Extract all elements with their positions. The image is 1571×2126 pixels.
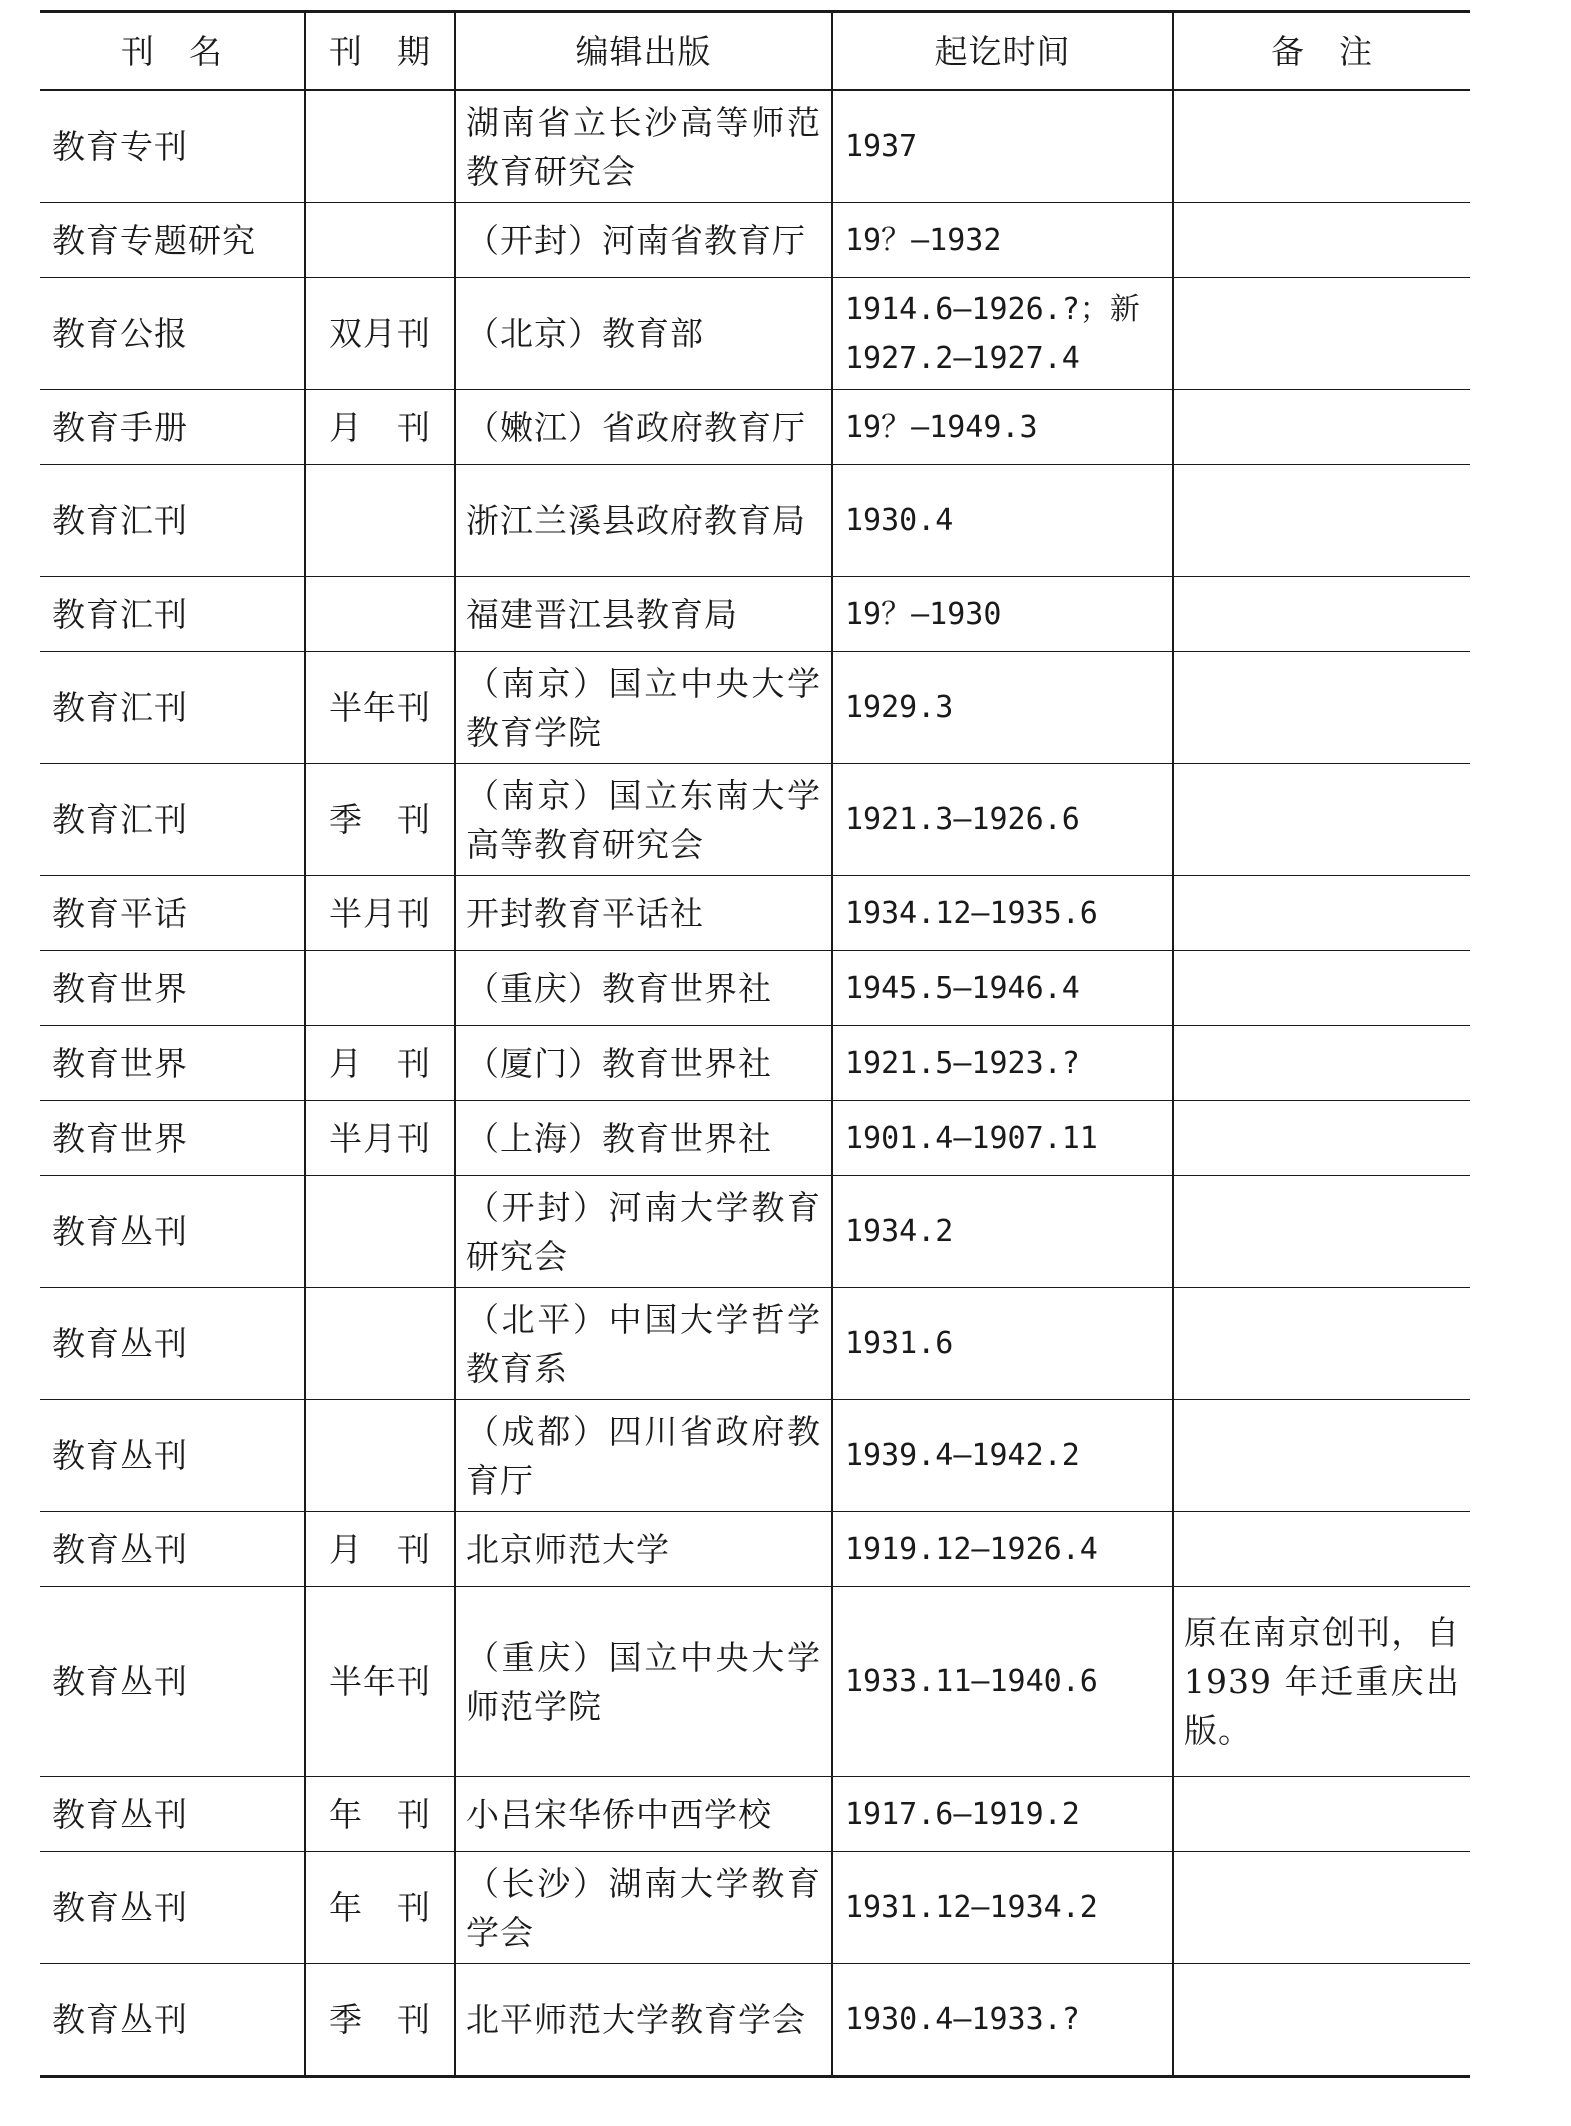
cell-date-range: 19？—1932 [832,203,1173,278]
cell-publisher: （南京）国立中央大学教育学院 [455,652,832,764]
cell-title: 教育专题研究 [40,203,305,278]
table-row [40,1587,1470,1777]
cell-publisher: （开封）河南大学教育研究会 [455,1176,832,1288]
cell-frequency: 月 刊 [305,1026,455,1101]
cell-date-range: 1933.11—1940.6 [832,1587,1173,1777]
cell-note [1173,1512,1470,1587]
cell-date-range: 1930.4 [832,465,1173,577]
cell-title: 教育公报 [40,278,305,390]
header-row [40,12,1470,91]
cell-date-range: 1945.5—1946.4 [832,951,1173,1026]
cell-frequency: 半年刊 [305,1587,455,1777]
cell-date-range: 19？—1930 [832,577,1173,652]
table-row [40,1400,1470,1512]
cell-title: 教育丛刊 [40,1852,305,1964]
cell-title: 教育丛刊 [40,1288,305,1400]
cell-note [1173,1852,1470,1964]
table-row [40,1852,1470,1964]
cell-note [1173,1400,1470,1512]
cell-title: 教育手册 [40,390,305,465]
table-row [40,876,1470,951]
cell-note: 原在南京创刊，自 1939 年迁重庆出版。 [1173,1587,1470,1777]
cell-date-range: 1934.2 [832,1176,1173,1288]
cell-note [1173,278,1470,390]
cell-note [1173,390,1470,465]
table-row [40,1512,1470,1587]
cell-frequency [305,1288,455,1400]
cell-note [1173,90,1470,203]
periodicals-table [40,10,1470,2078]
cell-note [1173,577,1470,652]
cell-title: 教育汇刊 [40,764,305,876]
cell-note [1173,652,1470,764]
cell-note [1173,1026,1470,1101]
table-row [40,1964,1470,2077]
header-frequency: 刊 期 [305,12,455,91]
table-row [40,951,1470,1026]
cell-note [1173,1101,1470,1176]
cell-date-range: 1917.6—1919.2 [832,1777,1173,1852]
table-row [40,278,1470,390]
cell-frequency [305,1176,455,1288]
table-row [40,1288,1470,1400]
cell-frequency [305,1400,455,1512]
cell-title: 教育丛刊 [40,1777,305,1852]
cell-frequency: 月 刊 [305,390,455,465]
cell-title: 教育丛刊 [40,1964,305,2077]
cell-publisher: （长沙）湖南大学教育学会 [455,1852,832,1964]
cell-note [1173,1288,1470,1400]
cell-date-range: 1921.3—1926.6 [832,764,1173,876]
cell-note [1173,876,1470,951]
cell-title: 教育世界 [40,1026,305,1101]
table-row [40,390,1470,465]
cell-note [1173,1964,1470,2077]
cell-frequency: 半月刊 [305,1101,455,1176]
cell-date-range: 1929.3 [832,652,1173,764]
cell-publisher: （厦门）教育世界社 [455,1026,832,1101]
header-title: 刊 名 [40,12,305,91]
table-row [40,1101,1470,1176]
cell-date-range: 1930.4—1933.? [832,1964,1173,2077]
cell-frequency [305,577,455,652]
cell-title: 教育平话 [40,876,305,951]
cell-frequency [305,90,455,203]
cell-note [1173,1777,1470,1852]
cell-date-range: 1939.4—1942.2 [832,1400,1173,1512]
table-row [40,1176,1470,1288]
cell-date-range: 1931.12—1934.2 [832,1852,1173,1964]
cell-title: 教育丛刊 [40,1176,305,1288]
cell-publisher: （北平）中国大学哲学教育系 [455,1288,832,1400]
cell-frequency: 半年刊 [305,652,455,764]
cell-date-range: 1919.12—1926.4 [832,1512,1173,1587]
cell-publisher: （开封）河南省教育厅 [455,203,832,278]
cell-date-range: 1914.6—1926.?；新 1927.2—1927.4 [832,278,1173,390]
cell-frequency: 双月刊 [305,278,455,390]
cell-date-range: 1931.6 [832,1288,1173,1400]
cell-publisher: （北京）教育部 [455,278,832,390]
cell-title: 教育汇刊 [40,652,305,764]
cell-publisher: 福建晋江县教育局 [455,577,832,652]
cell-publisher: 开封教育平话社 [455,876,832,951]
header-date-range: 起讫时间 [832,12,1173,91]
header-publisher: 编辑出版 [455,12,832,91]
cell-note [1173,465,1470,577]
cell-frequency [305,951,455,1026]
periodicals-table-container [40,10,1470,2078]
cell-publisher: （重庆）国立中央大学师范学院 [455,1587,832,1777]
cell-frequency: 月 刊 [305,1512,455,1587]
cell-frequency: 季 刊 [305,764,455,876]
cell-date-range: 1934.12—1935.6 [832,876,1173,951]
cell-note [1173,203,1470,278]
cell-publisher: 湖南省立长沙高等师范教育研究会 [455,90,832,203]
cell-frequency: 年 刊 [305,1852,455,1964]
table-row [40,652,1470,764]
cell-title: 教育世界 [40,1101,305,1176]
table-row [40,577,1470,652]
cell-note [1173,951,1470,1026]
header-note: 备 注 [1173,12,1470,91]
cell-title: 教育丛刊 [40,1512,305,1587]
cell-date-range: 1901.4—1907.11 [832,1101,1173,1176]
cell-frequency [305,465,455,577]
cell-frequency [305,203,455,278]
cell-publisher: 北京师范大学 [455,1512,832,1587]
cell-frequency: 季 刊 [305,1964,455,2077]
table-row [40,764,1470,876]
cell-publisher: （上海）教育世界社 [455,1101,832,1176]
cell-frequency: 年 刊 [305,1777,455,1852]
cell-publisher: （嫩江）省政府教育厅 [455,390,832,465]
cell-note [1173,764,1470,876]
cell-publisher: （南京）国立东南大学高等教育研究会 [455,764,832,876]
cell-publisher: （重庆）教育世界社 [455,951,832,1026]
cell-date-range: 1921.5—1923.? [832,1026,1173,1101]
cell-publisher: 北平师范大学教育学会 [455,1964,832,2077]
table-row [40,90,1470,203]
cell-publisher: 浙江兰溪县政府教育局 [455,465,832,577]
cell-title: 教育丛刊 [40,1587,305,1777]
cell-date-range: 19？—1949.3 [832,390,1173,465]
table-row [40,465,1470,577]
cell-publisher: 小吕宋华侨中西学校 [455,1777,832,1852]
cell-title: 教育世界 [40,951,305,1026]
cell-frequency: 半月刊 [305,876,455,951]
cell-publisher: （成都）四川省政府教育厅 [455,1400,832,1512]
table-row [40,203,1470,278]
table-row [40,1026,1470,1101]
cell-title: 教育丛刊 [40,1400,305,1512]
cell-title: 教育汇刊 [40,465,305,577]
cell-note [1173,1176,1470,1288]
table-row [40,1777,1470,1852]
cell-title: 教育汇刊 [40,577,305,652]
cell-title: 教育专刊 [40,90,305,203]
cell-date-range: 1937 [832,90,1173,203]
